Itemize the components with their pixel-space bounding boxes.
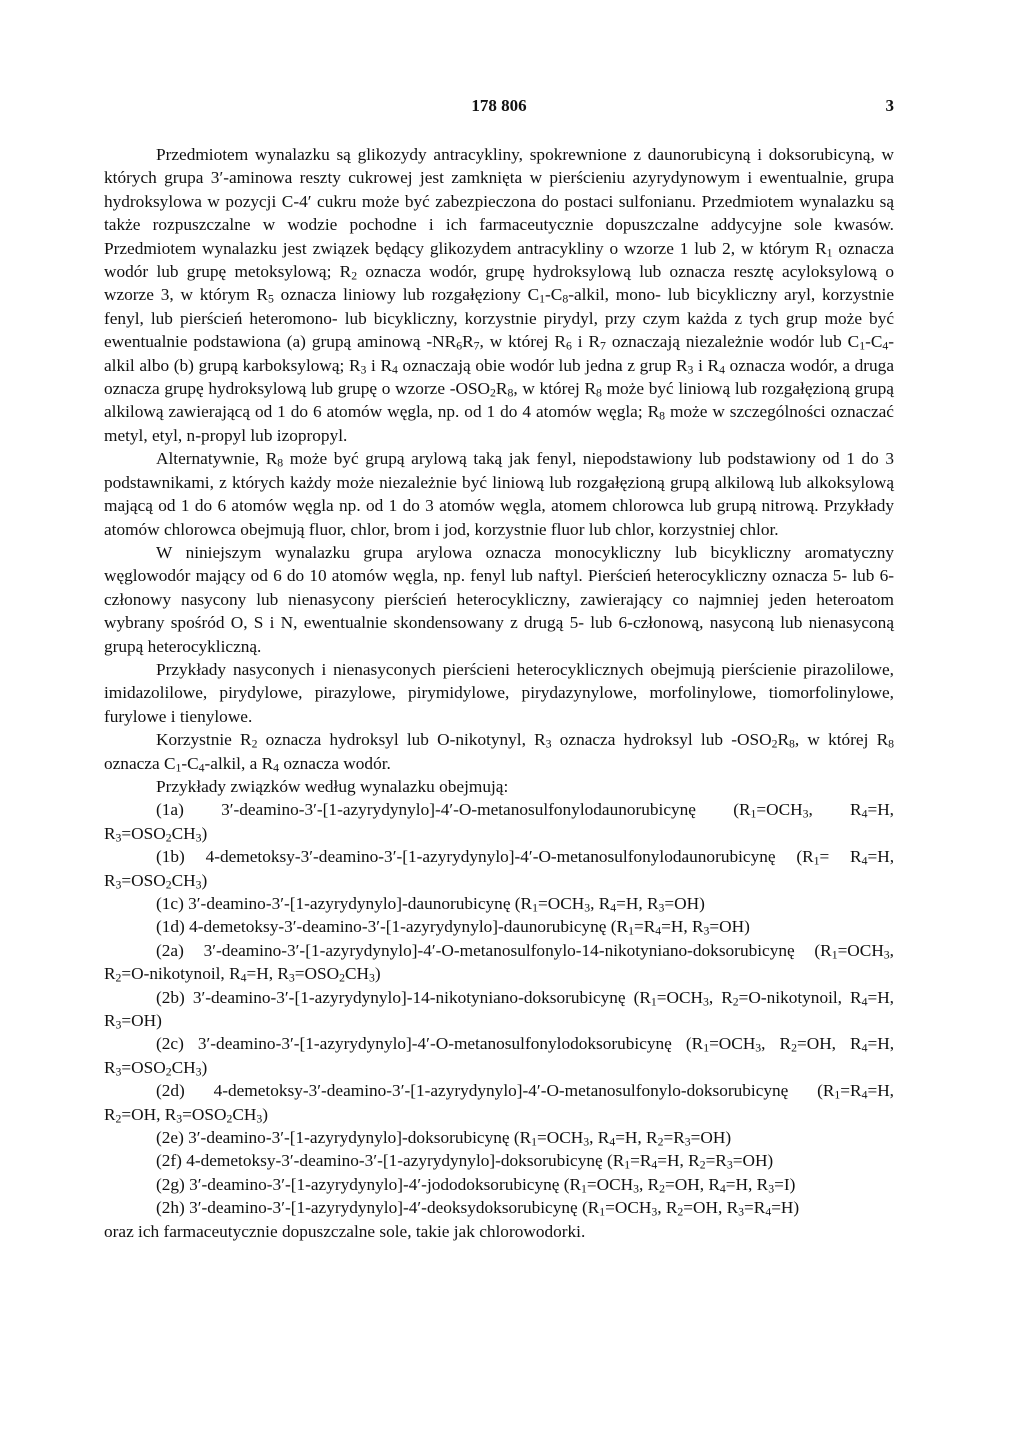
document-body: [104, 143, 894, 1243]
example-2b: (2b) 3′-deamino-3′-[1-azyrydynylo]-14-nikotyniano-doksorubicynę ($R_1=OCH_3$, $R_2=O$-nikotynoil, $R_4=H$, $R_3=OH$): [104, 987, 894, 1032]
example-1c: (1c) 3′-deamino-3′-[1-azyrydynylo]-daunorubicynę ($R_1=OCH_3$, $R_4=H$, $R_3=OH$): [156, 894, 705, 915]
paragraph-aryl-definition: W niniejszym wynalazku grupa arylowa oznacza monocykliczny lub bicykliczny aromatyczny węglowodór mający od 6 do 10 atomów węgla, np. fenyl lub naftyl. Pierścień heterocykliczny oznacza 5- lub 6-członowy nasycony lub nienasycony pierścień heterocykliczny, zawierający co najmniej jeden heteroatom wybrany spośród O, S i N, ewentualnie skondensowany z drugą 5- lub 6-członową, nasyconą lub nienasyconą grupą heterocykliczną.: [104, 542, 894, 656]
example-2d: (2d) 4-demetoksy-3′-deamino-3′-[1-azyrydynylo]-4′-O-metanosulfonylo-doksorubicynę ($R_1=R_4=H$, $R_2=OH$, $R_3=OSO_2CH_3$): [104, 1081, 894, 1126]
closing-paragraph: oraz ich farmaceutycznie dopuszczalne sole, takie jak chlorowodorki.: [104, 1221, 586, 1241]
example-2a: (2a) 3′-deamino-3′-[1-azyrydynylo]-4′-O-metanosulfonylo-14-nikotyniano-doksorubicynę ($R_1=OCH_3$, $R_2=O$-nikotynoil, $R_4=H$, $R_3=OSO_2CH_3$): [104, 940, 894, 985]
example-2f: (2f) 4-demetoksy-3′-deamino-3′-[1-azyrydynylo]-doksorubicynę ($R_1=R_4=H$, $R_2=R_3=OH$): [156, 1151, 774, 1173]
example-2h: (2h) 3′-deamino-3′-[1-azyrydynylo]-4′-deoksydoksorubicynę ($R_1=OCH_3$, $R_2=OH$, $R_3=R_4=H$): [156, 1198, 800, 1219]
example-1b: (1b) 4-demetoksy-3′-deamino-3′-[1-azyrydynylo]-4′-O-metanosulfonylodaunorubicynę ($R_1= R_4=H$, $R_3=OSO_2CH_3$): [104, 847, 895, 892]
example-2g: (2g) 3′-deamino-3′-[1-azyrydynylo]-4′-jododoksorubicynę ($R_1=OCH_3$, $R_2=OH$, $R_4=H$, $R_3=I$): [156, 1174, 796, 1196]
paragraph-preferred: Korzystnie $R_2$ oznacza hydroksyl lub O-nikotynyl, $R_3$ oznacza hydroksyl lub $-OSO_2R_8$, w której $R_8$ oznacza $C_1-C_4$-alkil, a $R_4$ oznacza wodór.: [104, 730, 894, 775]
paragraph-heterocycles: Przykłady nasyconych i nienasyconych pierścieni heterocyklicznych obejmują pierścienie pirazolilowe, imidazolilowe, pirydylowe, pirazylowe, pirymidylowe, pirydazynylowe, morfolinylowe, tiomorfolinylowe, furylowe i tienylowe.: [104, 659, 894, 726]
page-header: [104, 96, 894, 120]
document-number: 178 806: [471, 96, 527, 115]
page-number: 3: [885, 96, 894, 115]
paragraph-aryl-r8: Alternatywnie, $R_8$ może być grupą arylową taką jak fenyl, niepodstawiony lub podstawiony od 1 do 3 podstawnikami, z których każdy może niezależnie być liniową lub rozgałęzioną grupą alkilową lub alkoksylową mającą od 1 do 6 atomów węgla np. od 1 do 3 atomów węgla, atomem chlorowca lub grupą nitrową. Przykłady atomów chlorowca obejmują fluor, chlor, brom i jod, korzystnie fluor lub chlor, korzystniej chlor.: [104, 449, 894, 539]
paragraph-examples-intro: Przykłady związków według wynalazku obejmują:: [156, 776, 509, 796]
example-2c: (2c) 3′-deamino-3′-[1-azyrydynylo]-4′-O-metanosulfonylodoksorubicynę ($R_1=OCH_3$, $R_2=OH$, $R_4=H$, $R_3=OSO_2CH_3$): [104, 1034, 895, 1079]
example-1a: (1a) 3′-deamino-3′-[1-azyrydynylo]-4′-O-metanosulfonylodaunorubicynę ($R_1=OCH_3$, $R_4=H$, $R_3=OSO_2CH_3$): [104, 800, 894, 845]
example-2e: (2e) 3′-deamino-3′-[1-azyrydynylo]-doksorubicynę ($R_1=OCH_3$, $R_4=H$, $R_2=R_3=OH$): [156, 1128, 732, 1149]
paragraph-definition: Przedmiotem wynalazku są glikozydy antracykliny, spokrewnione z daunorubicyną i doksorubicyną, w których grupa 3′-aminowa reszty cukrowej jest zamknięta w pierścieniu azyrydynowym i ewentualnie, grupa hydroksylowa w pozycji C-4′ cukru może być zabezpieczona do postaci sulfonianu. Przedmiotem wynalazku są także rozpuszczalne w wodzie pochodne i ich farmaceutycznie dopuszczalne addycyjne sole kwasów. Przedmiotem wynalazku jest związek będący glikozydem antracykliny o wzorze 1 lub 2, w którym $R_1$ oznacza wodór lub grupę metoksylową; $R_2$ oznacza wodór, grupę hydroksylową lub oznacza resztę acyloksylową o wzorze 3, w którym $R_5$ oznacza liniowy lub rozgałęziony $C_1-C_8$-alkil, mono- lub bicykliczny aryl, korzystnie fenyl, lub pierścień heteromono- lub bicykliczny, korzystnie pirydyl, przy czym każda z tych grup może być ewentualnie podstawiona (a) grupą aminową $-NR_6R_7$, w której $R_6$ i $R_7$ oznaczają niezależnie wodór lub $C_1-C_4$-alkil albo (b) grupą karboksylową; $R_3$ i $R_4$ oznaczają obie wodór lub jedna z grup $R_3$ i $R_4$ oznacza wodór, a druga oznacza grupę hydroksylową lub grupę o wzorze $-OSO_2R_8$, w której $R_8$ może być liniową lub rozgałęzioną grupą alkilową zawierającą od 1 do 6 atomów węgla, np. od 1 do 4 atomów węgla; $R_8$ może w szczególności oznaczać metyl, etyl, n-propyl lub izopropyl.: [104, 145, 895, 445]
example-1d: (1d) 4-demetoksy-3′-deamino-3′-[1-azyrydynylo]-daunorubicynę ($R_1=R_4=H$, $R_3=OH$): [156, 917, 750, 938]
